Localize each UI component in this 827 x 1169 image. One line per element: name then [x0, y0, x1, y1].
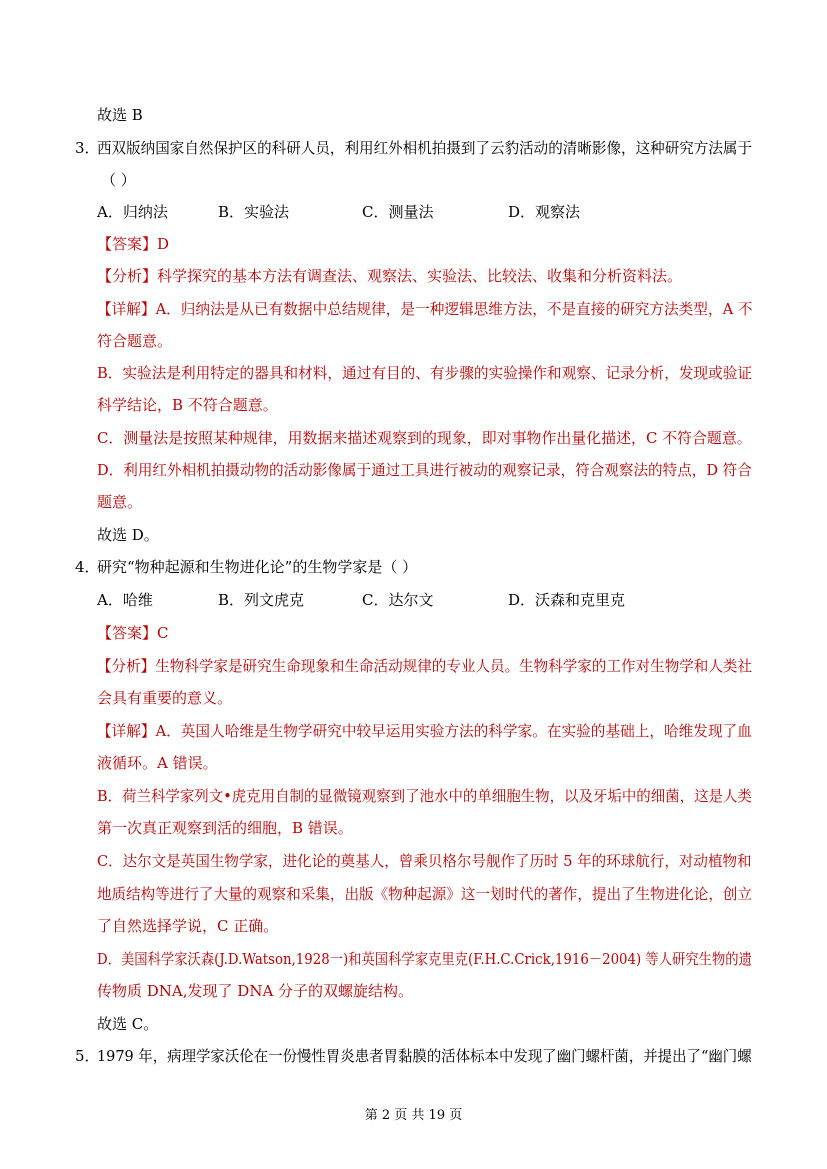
- q3-option-d: D．观察法: [508, 203, 581, 221]
- q3-detail-line-2: 符合题意。: [97, 332, 173, 350]
- q3-stem-line-1: 西双版纳国家自然保护区的科研人员，利用红外相机拍摄到了云豹活动的清晰影像，这种研究方法属于: [97, 139, 753, 157]
- q5-number: 5．: [75, 1047, 100, 1065]
- q4-d-line-1: D．美国科学家沃森(J.D.Watson,1928一)和英国科学家克里克(F.H.C.Crick,1916－2004) 等人研究生物的遗: [97, 950, 752, 968]
- q4-option-a: A．哈维: [97, 591, 153, 609]
- q3-final: 故选 D。: [97, 526, 159, 544]
- q4-c-line-3: 了自然选择学说，C 正确。: [97, 917, 279, 935]
- q3-b-line-2: 科学结论，B 不符合题意。: [97, 396, 278, 414]
- q4-stem-line-1: 研究“物种起源和生物进化论”的生物学家是（ ）: [97, 558, 418, 576]
- q3-d-line-1: D．利用红外相机拍摄动物的活动影像属于通过工具进行被动的观察记录，符合观察法的特点，D 符合: [97, 461, 752, 479]
- q3-option-c: C．测量法: [362, 203, 434, 221]
- q4-b-line-1: B．荷兰科学家列文•虎克用自制的显微镜观察到了池水中的单细胞生物，以及牙垢中的细菌，这是人类: [97, 787, 752, 805]
- q3-answer: 【答案】D: [97, 235, 170, 253]
- choose-b-line: 故选 B: [97, 106, 143, 124]
- q4-c-line-2: 地质结构等进行了大量的观察和采集，出版《物种起源》这一划时代的著作，提出了生物进化论，创立: [97, 885, 753, 903]
- q4-final: 故选 C。: [97, 1015, 159, 1033]
- q4-option-c: C．达尔文: [362, 591, 434, 609]
- q3-detail-line-1: 【详解】A．归纳法是从已有数据中总结规律，是一种逻辑思维方法，不是直接的研究方法类型，A 不: [97, 300, 753, 318]
- q3-option-b: B．实验法: [218, 203, 290, 221]
- q4-option-b: B．列文虎克: [218, 591, 305, 609]
- q4-analysis-line-1: 【分析】生物科学家是研究生命现象和生命活动规律的专业人员。生物科学家的工作对生物学和人类社: [97, 657, 753, 675]
- q4-detail-line-2: 液循环。A 错误。: [97, 754, 218, 772]
- q3-b-line-1: B．实验法是利用特定的器具和材料，通过有目的、有步骤的实验操作和观察、记录分析，发现或验证: [97, 364, 753, 382]
- q3-analysis: 【分析】科学探究的基本方法有调查法、观察法、实验法、比较法、收集和分析资料法。: [97, 267, 683, 285]
- q4-analysis-line-2: 会具有重要的意义。: [97, 689, 233, 707]
- q3-d-line-2: 题意。: [97, 493, 143, 511]
- q4-option-d: D．沃森和克里克: [508, 591, 626, 609]
- q3-c-line-1: C．测量法是按照某种规律，用数据来描述观察到的现象，即对事物作出量化描述，C 不符合题意。: [97, 429, 752, 447]
- q4-d-line-2: 传物质 DNA,发现了 DNA 分子的双螺旋结构。: [97, 982, 414, 1000]
- q4-b-line-2: 第一次真正观察到活的细胞，B 错误。: [97, 819, 353, 837]
- q5-stem-line-1: 1979 年，病理学家沃伦在一份慢性胃炎患者胃黏膜的活体标本中发现了幽门螺杆菌，并提出了“幽门螺: [97, 1047, 752, 1065]
- q4-answer: 【答案】C: [97, 624, 169, 642]
- q3-option-a: A．归纳法: [97, 203, 168, 221]
- q4-detail-line-1: 【详解】A．英国人哈维是生物学研究中较早运用实验方法的科学家。在实验的基础上，哈维发现了血: [97, 722, 752, 740]
- q3-number: 3．: [75, 139, 100, 157]
- page-footer: 第 2 页 共 19 页: [364, 1108, 463, 1123]
- q3-stem-line-2: （ ）: [101, 171, 136, 189]
- q4-c-line-1: C．达尔文是英国生物学家，进化论的奠基人，曾乘贝格尔号舰作了历时 5 年的环球航行，对动植物和: [97, 852, 752, 870]
- q4-number: 4．: [75, 558, 100, 576]
